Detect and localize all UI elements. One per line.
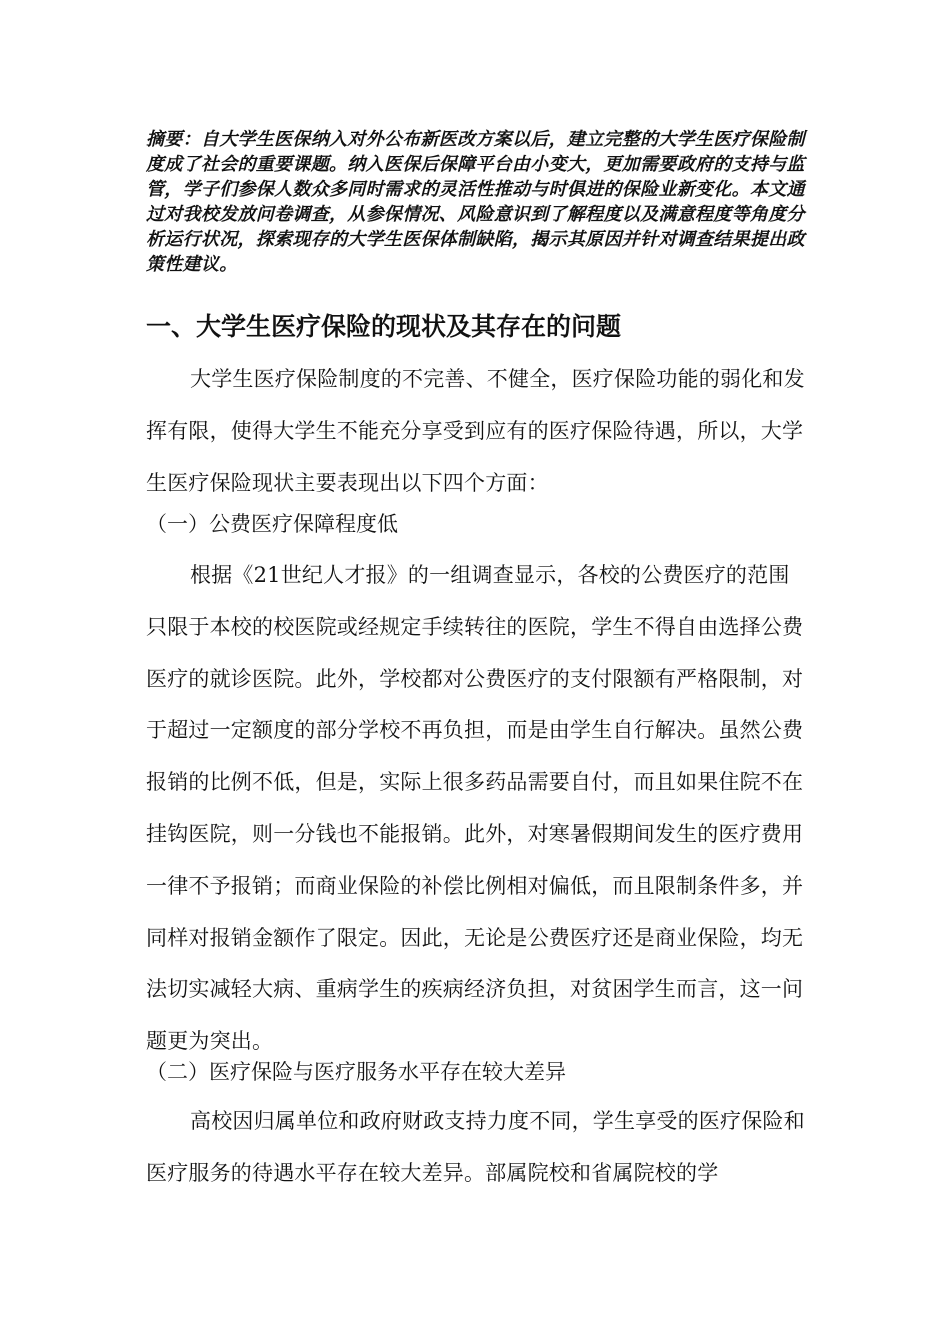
abstract: 摘要：自大学生医保纳入对外公布新医改方案以后，建立完整的大学生医疗保险制度成了社会的重要课题。纳入医保后保障平台由小变大，更加需要政府的支持与监管，学子们参保人数众多同时需求的灵活性推动与时俱进的保险业新变化。本文通过对我校发放问卷调查，从参保情况、风险意识到了解程度以及满意程度等角度分析运行状况，探索现存的大学生医保体制缺陷，揭示其原因并针对调查结果提出政策性建议。 [146,129,805,275]
subsection-heading-1: （一）公费医疗保障程度低 [146,512,398,536]
subsection-paragraph-1: 根据《21世纪人才报》的一组调查显示，各校的公费医疗的范围只限于本校的校医院或经规定手续转往的医院，学生不得自由选择公费医疗的就诊医院。此外，学校都对公费医疗的支付限额有严格限制，对于超过一定额度的部分学校不再负担，而是由学生自行解决。虽然公费报销的比例不低，但是，实际上很多药品需要自付，而且如果住院不在挂钩医院，则一分钱也不能报销。此外，对寒暑假期间发生的医疗费用一律不予报销；而商业保险的补偿比例相对偏低，而且限制条件多，并同样对报销金额作了限定。因此，无论是公费医疗还是商业保险，均无法切实减轻大病、重病学生的疾病经济负担，对贫困学生而言，这一问题更为突出。 [146,563,804,1054]
intro-paragraph: 大学生医疗保险制度的不完善、不健全，医疗保险功能的弱化和发挥有限，使得大学生不能充分享受到应有的医疗保险待遇，所以，大学生医疗保险现状主要表现出以下四个方面： [146,367,805,495]
subsection-heading-2: （二）医疗保险与医疗服务水平存在较大差异 [146,1060,566,1084]
subsection-paragraph-2: 高校因归属单位和政府财政支持力度不同，学生享受的医疗保险和医疗服务的待遇水平存在较大差异。部属院校和省属院校的学 [146,1109,805,1185]
section-heading: 一、大学生医疗保险的现状及其存在的问题 [146,312,622,341]
